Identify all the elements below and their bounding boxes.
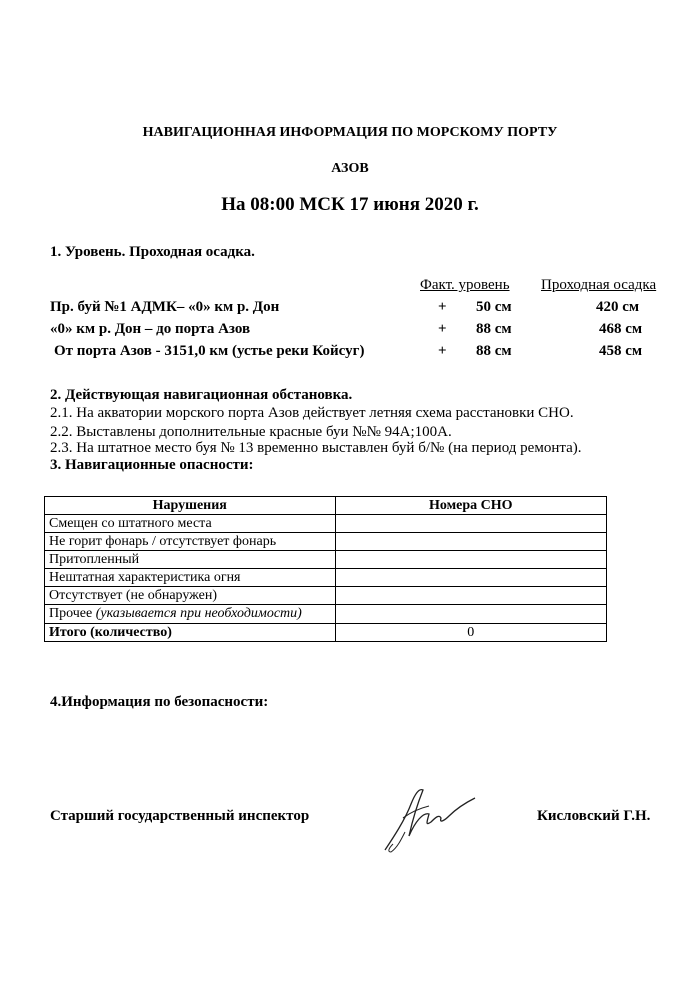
nav-item: 2.2. Выставлены дополнительные красные буи №№ 94А;100А. bbox=[50, 424, 452, 440]
level-row-place: Пр. буй №1 АДМК– «0» км р. Дон bbox=[50, 299, 280, 315]
violation-label: Нештатная характеристика огня bbox=[45, 569, 336, 587]
sno-value bbox=[335, 551, 606, 569]
inspector-position: Старший государственный инспектор bbox=[50, 808, 310, 824]
level-row-draft: 420 см bbox=[596, 299, 640, 315]
section1-heading: 1. Уровень. Проходная осадка. bbox=[50, 244, 255, 260]
date-line: На 08:00 МСК 17 июня 2020 г. bbox=[221, 194, 479, 215]
port-name: АЗОВ bbox=[331, 161, 369, 176]
level-row-draft: 468 см bbox=[599, 321, 643, 337]
col-header-violations: Нарушения bbox=[45, 497, 336, 515]
other-note: (указывается при необходимости) bbox=[95, 606, 302, 621]
level-row-sign: + bbox=[438, 343, 447, 359]
table-header-row bbox=[45, 497, 607, 515]
sno-value bbox=[335, 533, 606, 551]
violation-label: Притопленный bbox=[45, 551, 336, 569]
level-row-level: 88 см bbox=[476, 321, 512, 337]
violation-label: Смещен со штатного места bbox=[45, 515, 336, 533]
table-row-other bbox=[45, 605, 607, 624]
nav-item: 2.3. На штатное место буя № 13 временно выставлен буй б/№ (на период ремонта). bbox=[50, 440, 582, 456]
level-row-sign: + bbox=[438, 299, 447, 315]
level-row-level: 50 см bbox=[476, 299, 512, 315]
table-row bbox=[45, 587, 607, 605]
sno-value bbox=[335, 515, 606, 533]
inspector-name: Кисловский Г.Н. bbox=[537, 808, 651, 824]
other-label: Прочее bbox=[49, 606, 93, 621]
table-row bbox=[45, 551, 607, 569]
level-row-place: «0» км р. Дон – до порта Азов bbox=[50, 321, 251, 337]
level-row-sign: + bbox=[438, 321, 447, 337]
table-row bbox=[45, 515, 607, 533]
violation-label: Отсутствует (не обнаружен) bbox=[45, 587, 336, 605]
document-title: НАВИГАЦИОННАЯ ИНФОРМАЦИЯ ПО МОРСКОМУ ПОРТУ bbox=[142, 125, 558, 140]
section3-heading: 3. Навигационные опасности: bbox=[50, 457, 254, 473]
total-label: Итого (количество) bbox=[45, 624, 336, 642]
level-row-level: 88 см bbox=[476, 343, 512, 359]
section4-heading: 4.Информация по безопасности: bbox=[50, 694, 269, 710]
col-header-level: Факт. уровень bbox=[420, 277, 510, 293]
total-value: 0 bbox=[335, 624, 606, 642]
sno-value bbox=[335, 605, 606, 624]
level-row-draft: 458 см bbox=[599, 343, 643, 359]
table-row-total bbox=[45, 624, 607, 642]
table-row bbox=[45, 569, 607, 587]
signature-image bbox=[375, 778, 485, 856]
section2-heading: 2. Действующая навигационная обстановка. bbox=[50, 387, 353, 403]
sno-value bbox=[335, 569, 606, 587]
sno-value bbox=[335, 587, 606, 605]
level-row-place: От порта Азов - 3151,0 км (устье реки Койсуг) bbox=[54, 343, 365, 359]
col-header-sno-numbers: Номера СНО bbox=[335, 497, 606, 515]
hazards-table bbox=[44, 496, 607, 642]
violation-label-other bbox=[45, 605, 336, 624]
col-header-draft: Проходная осадка bbox=[541, 277, 657, 293]
nav-item: 2.1. На акватории морского порта Азов действует летняя схема расстановки СНО. bbox=[50, 405, 574, 421]
violation-label: Не горит фонарь / отсутствует фонарь bbox=[45, 533, 336, 551]
table-row bbox=[45, 533, 607, 551]
